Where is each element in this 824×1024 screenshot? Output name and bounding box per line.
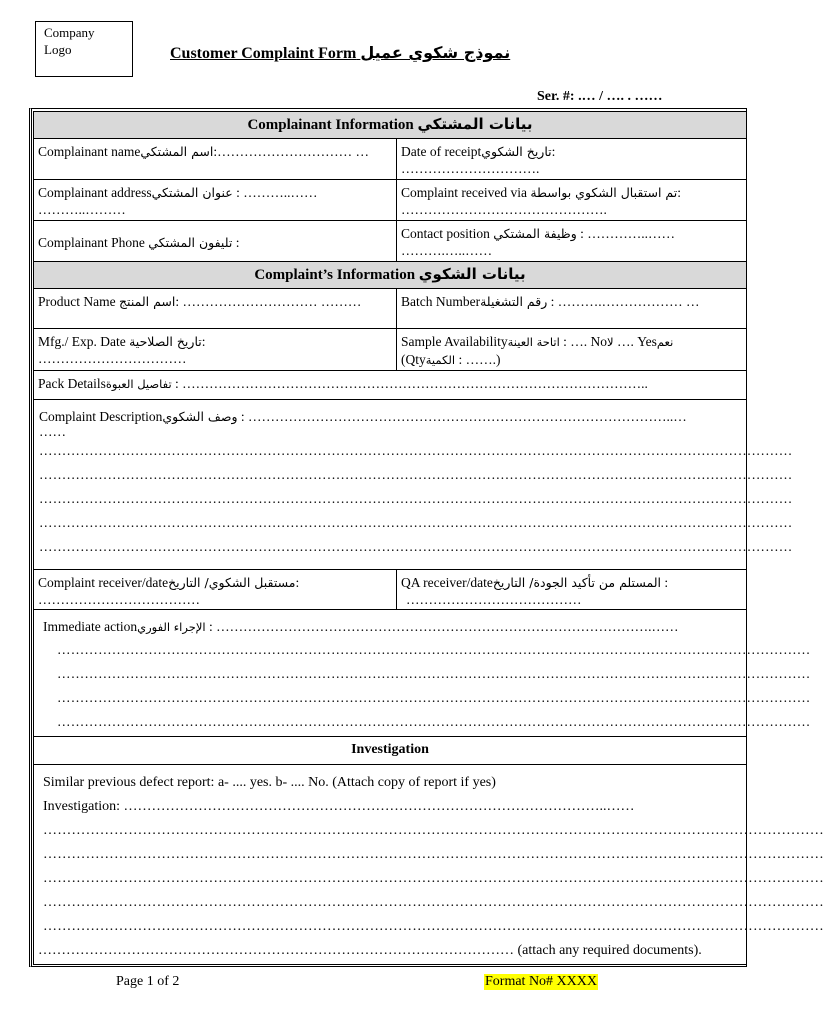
complainant-phone-colon: : [232,235,240,250]
investigation-last-line[interactable]: ………………………………………………………………………………………… [38,943,514,958]
immediate-action-label-ar: الإجراء الفوري [137,620,206,634]
immediate-action-blank[interactable]: : …………………………………………………………………………………….…… [205,619,679,634]
batch-number-blank[interactable]: : ……….……………… … [547,294,700,309]
product-name-label: Product Name [38,294,116,309]
complainant-address-label-ar: عنوان المشتكي [151,185,233,200]
date-of-receipt-blank[interactable]: …………………………. [401,161,540,176]
similar-defect-report-question[interactable]: Similar previous defect report: a- .... yes. b- .... No. (Attach copy of report if yes) [43,775,496,790]
investigation-line[interactable]: ………………………………………………………………………………………………………………………………………………… [43,823,824,838]
received-via-blank[interactable]: ………………………………………. [401,202,607,217]
date-of-receipt-label-ar: تاريخ الشكوي [481,144,552,159]
product-name-field[interactable] [34,289,397,329]
pack-details-label: Pack Details [38,376,106,391]
complainant-address-blank[interactable]: : ………..…… ………..……… [38,185,318,217]
serial-label: Ser. #: [537,89,575,104]
mfg-exp-date-label: Mfg./ Exp. Date [38,334,126,349]
complaint-description-label: Complaint Description [39,409,163,424]
mfg-exp-date-colon: : [201,334,206,349]
received-via-label: Complaint received via [401,185,527,200]
product-name-blank[interactable]: : ………………………… ……… [175,294,362,309]
complainant-name-label-ar: اسم المشتكي [140,144,214,159]
date-of-receipt-colon: : [551,144,556,159]
quantity-label-ar: الكمية [425,353,456,367]
complaint-description-continuation[interactable]: …… [39,424,66,439]
contact-position-label: Contact position [401,226,490,241]
complainant-phone-label-ar: تليفون المشتكي [148,235,233,250]
received-via-label-ar: تم استقبال الشكوي بواسطة [530,185,678,200]
sample-yes-option-ar: نعم [656,335,674,349]
investigation-field[interactable] [34,765,824,965]
complainant-address-field[interactable] [34,180,397,221]
complaint-description-blank[interactable]: : …………………………………………………………………………………..… [237,409,687,424]
qa-receiver-colon: : [660,575,669,590]
complainant-heading-en: Complainant Information [247,117,414,133]
complaint-receiver-field[interactable] [34,570,397,610]
sample-availability-label: Sample Availability [401,334,508,349]
investigation-blank[interactable]: : …………………………………………………………………………………………..…… [116,799,635,814]
complaint-receiver-blank[interactable]: ……………………………… [38,592,200,607]
action-line[interactable]: ………………………………………………………………………………………………………………………………………………… [57,690,811,705]
sample-availability-field[interactable] [397,329,747,371]
investigation-heading: Investigation [34,737,747,765]
complainant-heading-ar: بيانات المشتكي [417,115,533,133]
description-line[interactable]: ………………………………………………………………………………………………………………………………………………… [39,515,793,530]
complaint-receiver-label-ar: مستقبل الشكوي/ التاريخ [168,575,296,590]
complaint-description-label-ar: وصف الشكوي [162,409,238,424]
complaint-receiver-colon: : [295,575,300,590]
quantity-label: (Qty [401,352,426,367]
complainant-name-label: Complainant name [38,144,141,159]
complaint-heading-ar: بيانات الشكوي [418,265,526,283]
attach-documents-note: (attach any required documents). [514,943,702,958]
serial-value[interactable]: .… / …. . …… [578,89,663,104]
format-number: Format No# XXXX [485,974,597,989]
form-title-en: Customer Complaint Form [170,45,357,62]
complainant-name-field[interactable] [34,139,397,180]
date-of-receipt-label: Date of receipt [401,144,482,159]
action-line[interactable]: ………………………………………………………………………………………………………………………………………………… [57,714,811,729]
complaint-heading-en: Complaint’s Information [254,267,416,283]
immediate-action-field[interactable] [34,610,811,737]
form-title-ar: نموذج شكوي عميل [360,43,511,62]
serial-number[interactable] [537,89,662,105]
company-logo-placeholder: Company Logo [35,21,133,77]
sample-no-option[interactable]: : …. No [559,334,608,349]
pack-details-field[interactable] [34,371,747,400]
action-line[interactable]: ………………………………………………………………………………………………………………………………………………… [57,666,811,681]
received-via-colon: : [677,185,681,200]
contact-position-field[interactable] [397,221,747,262]
qa-receiver-label: QA receiver/date [401,575,493,590]
complainant-info-heading [34,112,747,139]
quantity-blank[interactable]: : …….) [455,352,501,367]
investigation-line[interactable]: ………………………………………………………………………………………………………………………………………………… [43,847,824,862]
immediate-action-label: Immediate action [43,619,138,634]
batch-number-label: Batch Number [401,294,481,309]
pack-details-label-ar: تفاصيل العبوة [105,377,172,391]
investigation-line[interactable]: ………………………………………………………………………………………………………………………………………………… [43,919,824,934]
complaint-form-table [33,111,824,965]
complainant-address-label: Complainant address [38,185,152,200]
mfg-exp-date-blank[interactable]: …………………………… [38,351,187,366]
description-line[interactable]: ………………………………………………………………………………………………………………………………………………… [39,491,793,506]
received-via-field[interactable] [397,180,747,221]
description-line[interactable]: ………………………………………………………………………………………………………………………………………………… [39,467,793,482]
contact-position-blank[interactable]: : …………..…… ……….…..…… [401,226,676,258]
qa-receiver-label-ar: المستلم من تأكيد الجودة/ التاريخ [492,575,661,590]
complainant-phone-field[interactable] [34,221,397,262]
complaint-info-heading [34,262,747,289]
sample-no-option-ar: لا [607,335,614,349]
pack-details-blank[interactable]: : ………………………………………………………………………………………….. [171,376,648,391]
qa-receiver-field[interactable] [397,570,747,610]
sample-availability-label-ar: اتاحة العينة [507,335,560,349]
sample-yes-option[interactable]: …. Yes [613,334,657,349]
qa-receiver-blank[interactable]: ………………………………… [406,592,582,607]
form-title [170,43,510,63]
mfg-exp-date-label-ar: تاريخ الصلاحية [129,334,202,349]
mfg-exp-date-field[interactable] [34,329,397,371]
complainant-name-blank[interactable]: :………………………… … [213,144,369,159]
date-of-receipt-field[interactable] [397,139,747,180]
complaint-receiver-label: Complaint receiver/date [38,575,169,590]
description-line[interactable]: ………………………………………………………………………………………………………………………………………………… [39,443,793,458]
batch-number-field[interactable] [397,289,747,329]
investigation-line[interactable]: ………………………………………………………………………………………………………………………………………………… [43,871,824,886]
complaint-description-field[interactable] [34,400,793,570]
investigation-label: Investigation [43,799,117,814]
action-line[interactable]: ………………………………………………………………………………………………………………………………………………… [57,642,811,657]
page-number: Page 1 of 2 [116,974,180,989]
batch-number-label-ar: رقم التشغيلة [480,294,548,309]
description-line[interactable]: ………………………………………………………………………………………………………………………………………………… [39,539,793,554]
product-name-label-ar: اسم المنتج [118,294,176,309]
investigation-line[interactable]: ………………………………………………………………………………………………………………………………………………… [43,895,824,910]
complainant-phone-label: Complainant Phone [38,235,145,250]
contact-position-label-ar: وظيفة المشتكي [493,226,577,241]
